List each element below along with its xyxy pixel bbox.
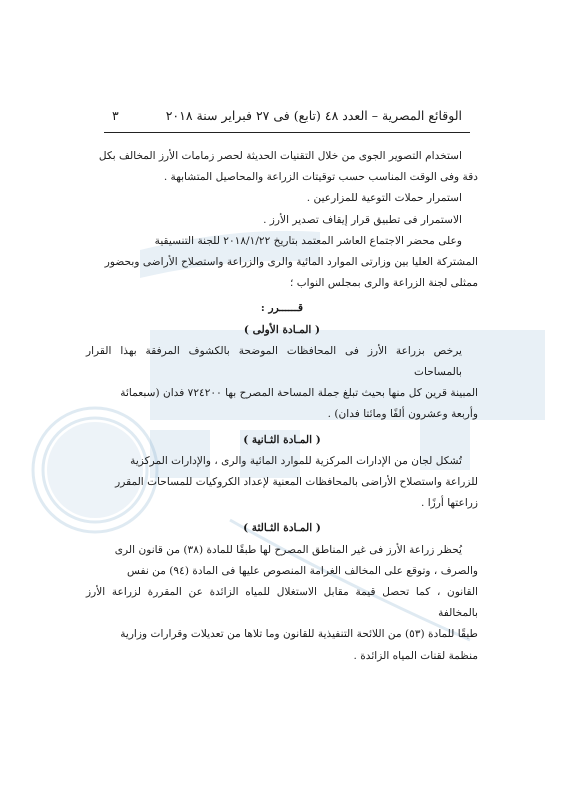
body-line: الاستمرار فى تطبيق قرار إيقاف تصدير الأرز . <box>263 213 462 226</box>
article-3-line: يُحظر زراعة الأرز فى غير المناطق المصرح لها طبقًا للمادة (٣٨) من قانون الرى <box>114 543 462 556</box>
header-title: الوقائع المصرية – العدد ٤٨ (تابع) فى ٢٧ فبراير سنة ٢٠١٨ <box>165 108 462 123</box>
article-3-line: طبقًا للمادة (٥٣) من اللائحة التنفيذية للقانون وما تلاها من تعديلات وقرارات وزارية <box>120 628 478 641</box>
article-2-line: للزراعة واستصلاح الأراضى بالمحافظات المعنية لإعداد الكروكيات للمساحات المقرر <box>115 476 478 489</box>
article-1-line: المبينة قرين كل منها بحيث تبلغ جملة المساحة المصرح بها ٧٢٤٢٠٠ فدان (سبعمائة <box>120 387 478 400</box>
body-line: المشتركة العليا بين وزارتى الموارد المائية والرى والزراعة واستصلاح الأراضى وبحضور <box>104 256 478 269</box>
article-3-line: والصرف ، وتوقع على المخالف الغرامة المنصوص عليها فى المادة (٩٤) من نفس <box>127 564 478 577</box>
document-body <box>86 146 478 667</box>
decree-heading: قــــــرر : <box>260 302 304 315</box>
page-number: ٣ <box>112 108 119 123</box>
body-line: ممثلى لجنة الزراعة والرى بمجلس النواب ؛ <box>289 277 478 290</box>
body-line: استمرار حملات التوعية للمزارعين . <box>306 192 462 205</box>
article-1-line: يرخص بزراعة الأرز فى المحافظات الموضحة بالكشوف المرفقة بهذا القرار بالمساحات <box>86 344 462 379</box>
body-line: استخدام التصوير الجوى من خلال التقنيات الحديثة لحصر زمامات الأرز المخالف بكل <box>98 150 462 162</box>
header-divider <box>104 132 470 133</box>
article-1-heading: ( المـادة الأولى ) <box>243 323 321 336</box>
article-3-line: منظمة لقنات المياه الزائدة . <box>353 649 478 662</box>
article-2-line: تُشكل لجان من الإدارات المركزية للموارد المائية والرى ، والإدارات المركزية <box>130 454 462 467</box>
article-3-heading: ( المـادة الثـالثة ) <box>243 522 321 535</box>
article-2-line: زراعتها أرزًا . <box>420 497 478 510</box>
article-2-heading: ( المـادة الثـانية ) <box>243 433 321 446</box>
body-line: وعلى محضر الاجتماع العاشر المعتمد بتاريخ ٢٠١٨/١/٢٢ للجنة التنسيقية <box>154 234 462 247</box>
page-header <box>112 108 462 130</box>
article-1-line: وأربعة وعشرون ألفًا ومائتا فدان) . <box>327 408 478 421</box>
body-line: دقة وفى الوقت المناسب حسب توقيتات الزراعة والمحاصيل المتشابهة . <box>163 171 478 184</box>
article-3-line: القانون ، كما تحصل قيمة مقابل الاستغلال للمياه الزائدة عن المقررة لزراعة الأرز بالمخالفة <box>86 586 478 620</box>
